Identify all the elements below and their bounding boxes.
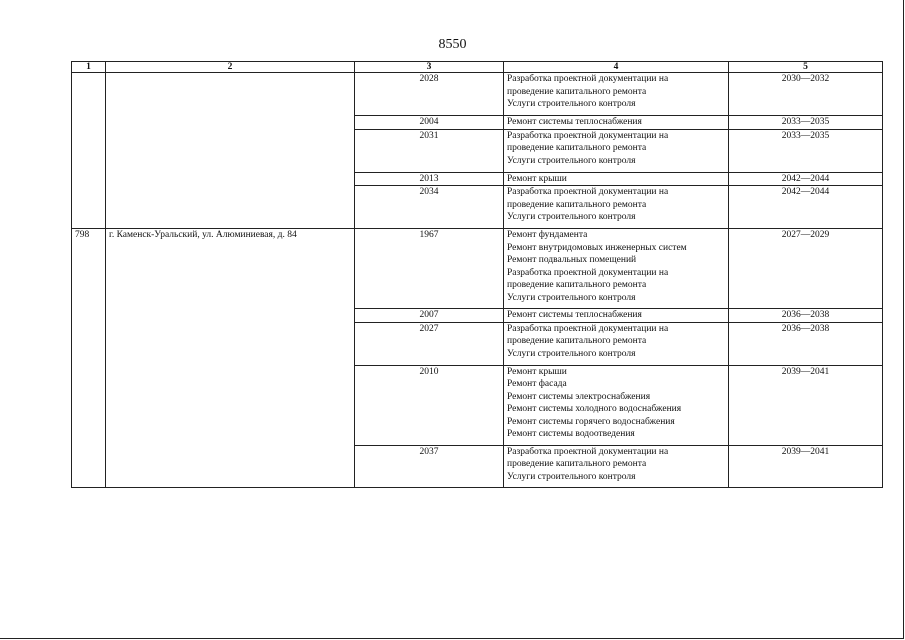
year-cell: 2010 [355,365,504,445]
period-cell: 2039—2041 [729,365,883,445]
continued-number-cell [72,73,106,229]
period-cell: 2030—2032 [729,73,883,116]
year-cell: 1967 [355,229,504,309]
period-cell: 2036—2038 [729,322,883,365]
capital-repair-table [71,61,883,488]
continued-address-cell [106,73,355,229]
period-cell: 2033—2035 [729,116,883,130]
works-cell: Разработка проектной документации на проведение капитального ремонта Услуги строительного контроля [504,129,729,172]
column-3-header: 3 [355,62,504,73]
works-cell: Ремонт фундамента Ремонт внутридомовых инженерных систем Ремонт подвальных помещений Разработка проектной документации на проведение капитального ремонта Услуги строительного контроля [504,229,729,309]
column-1-header: 1 [72,62,106,73]
table-row [72,229,883,309]
year-cell: 2028 [355,73,504,116]
works-cell: Ремонт системы теплоснабжения [504,116,729,130]
year-cell: 2037 [355,445,504,487]
works-cell: Разработка проектной документации на проведение капитального ремонта Услуги строительного контроля [504,322,729,365]
entry-number: 798 [72,229,106,488]
works-cell: Разработка проектной документации на проведение капитального ремонта Услуги строительного контроля [504,73,729,116]
period-cell: 2039—2041 [729,445,883,487]
year-cell: 2027 [355,322,504,365]
column-number-row [72,62,883,73]
year-cell: 2034 [355,186,504,229]
column-2-header: 2 [106,62,355,73]
period-cell: 2042—2044 [729,186,883,229]
period-cell: 2042—2044 [729,172,883,186]
year-cell: 2013 [355,172,504,186]
period-cell: 2036—2038 [729,309,883,323]
period-cell: 2033—2035 [729,129,883,172]
year-cell: 2004 [355,116,504,130]
works-cell: Ремонт системы теплоснабжения [504,309,729,323]
table-row [72,73,883,116]
works-cell: Разработка проектной документации на проведение капитального ремонта Услуги строительного контроля [504,445,729,487]
works-cell: Разработка проектной документации на проведение капитального ремонта Услуги строительного контроля [504,186,729,229]
year-cell: 2031 [355,129,504,172]
page-number: 8550 [438,37,467,52]
period-cell: 2027—2029 [729,229,883,309]
column-4-header: 4 [504,62,729,73]
entry-address: г. Каменск-Уральский, ул. Алюминиевая, д. 84 [106,229,355,488]
works-cell: Ремонт крыши [504,172,729,186]
works-cell: Ремонт крыши Ремонт фасада Ремонт системы электроснабжения Ремонт системы холодного водоснабжения Ремонт системы горячего водоснабжения Ремонт системы водоотведения [504,365,729,445]
year-cell: 2007 [355,309,504,323]
column-5-header: 5 [729,62,883,73]
